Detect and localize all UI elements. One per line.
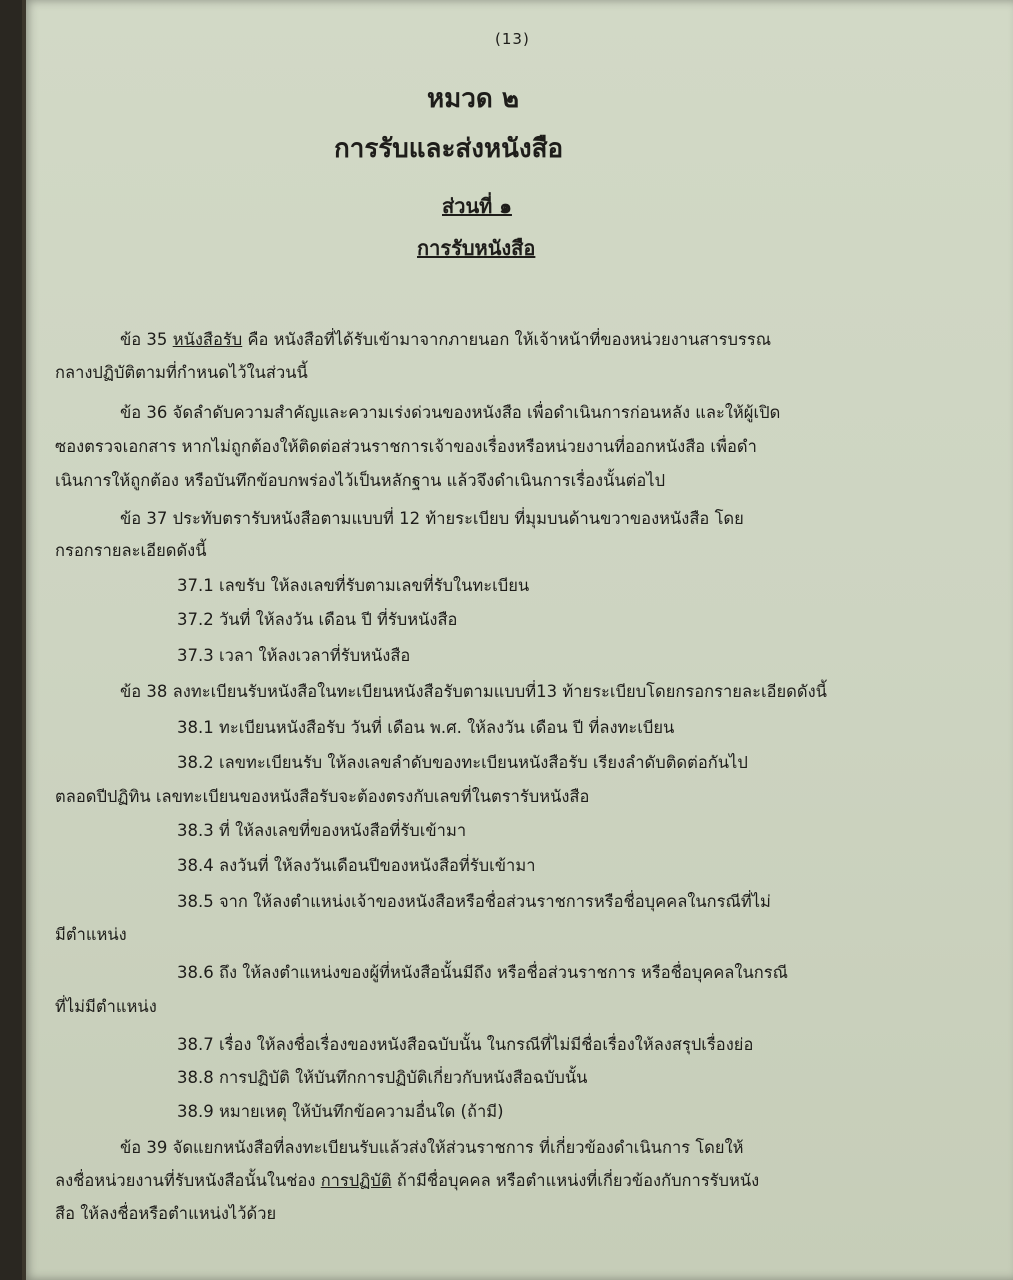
clause-38-8: 38.8 การปฏิบัติ ให้บันทึกการปฏิบัติเกี่ยวกับหนังสือฉบับนั้น [177, 1068, 588, 1087]
clause-38-1: 38.1 ทะเบียนหนังสือรับ วันที่ เดือน พ.ศ. ให้ลงวัน เดือน ปี ที่ลงทะเบียน [177, 718, 675, 737]
document-page [22, 0, 1013, 1280]
clause-38-9: 38.9 หมายเหตุ ให้บันทึกข้อความอื่นใด (ถ้ามี) [177, 1102, 504, 1121]
chapter-heading: หมวด ๒ [427, 84, 519, 114]
clause-36-line-2: ซองตรวจเอกสาร หากไม่ถูกต้องให้ติดต่อส่วนราชการเจ้าของเรื่องหรือหน่วยงานที่ออกหนังสือ เพื่อดำ [55, 437, 757, 456]
clause-38-3: 38.3 ที่ ให้ลงเลขที่ของหนังสือที่รับเข้ามา [177, 821, 467, 840]
clause-39-line-2 [55, 1170, 759, 1192]
clause-38-4: 38.4 ลงวันที่ ให้ลงวันเดือนปีของหนังสือที่รับเข้ามา [177, 856, 536, 875]
clause-39-text-a: ลงชื่อหน่วยงานที่รับหนังสือนั้นในช่อง [55, 1171, 321, 1190]
clause-39-line-3: สือ ให้ลงชื่อหรือตำแหน่งไว้ด้วย [55, 1204, 277, 1223]
clause-39-line-1: ข้อ 39 จัดแยกหนังสือที่ลงทะเบียนรับแล้วส่งให้ส่วนราชการ ที่เกี่ยวข้องดำเนินการ โดยให้ [120, 1138, 744, 1157]
clause-37-2: 37.2 วันที่ ให้ลงวัน เดือน ปี ที่รับหนังสือ [177, 610, 458, 629]
binding-edge [22, 0, 26, 1280]
clause-37-line-2: กรอกรายละเอียดดังนี้ [55, 541, 207, 560]
page-number: (13) [495, 30, 530, 48]
clause-38-line-1: ข้อ 38 ลงทะเบียนรับหนังสือในทะเบียนหนังสือรับตามแบบที่13 ท้ายระเบียบโดยกรอกรายละเอียดดังนี้ [120, 682, 827, 701]
clause-37-3: 37.3 เวลา ให้ลงเวลาที่รับหนังสือ [177, 646, 411, 665]
clause-38-6-cont: ที่ไม่มีตำแหน่ง [55, 997, 157, 1016]
part-heading: ส่วนที่ ๑ [442, 194, 512, 218]
clause-38-6: 38.6 ถึง ให้ลงตำแหน่งของผู้ที่หนังสือนั้นมีถึง หรือชื่อส่วนราชการ หรือชื่อบุคคลในกรณี [177, 963, 788, 982]
clause-38-5: 38.5 จาก ให้ลงตำแหน่งเจ้าของหนังสือหรือชื่อส่วนราชการหรือชื่อบุคคลในกรณีที่ไม่ [177, 892, 771, 911]
term-action-column: การปฏิบัติ [320, 1171, 392, 1190]
clause-35-line-1 [120, 329, 771, 351]
clause-36-line-3: เนินการให้ถูกต้อง หรือบันทึกข้อบกพร่องไว้เป็นหลักฐาน แล้วจึงดำเนินการเรื่องนั้นต่อไป [55, 471, 666, 490]
clause-37-line-1: ข้อ 37 ประทับตรารับหนังสือตามแบบที่ 12 ท้ายระเบียบ ที่มุมบนด้านขวาของหนังสือ โดย [120, 509, 744, 528]
clause-38-7: 38.7 เรื่อง ให้ลงชื่อเรื่องของหนังสือฉบับนั้น ในกรณีที่ไม่มีชื่อเรื่องให้ลงสรุปเรื่องย่อ [177, 1035, 754, 1054]
clause-39-text-b: ถ้ามีชื่อบุคคล หรือตำแหน่งที่เกี่ยวข้องกับการรับหนัง [391, 1171, 760, 1190]
clause-38-5-cont: มีตำแหน่ง [55, 925, 127, 944]
clause-38-2: 38.2 เลขทะเบียนรับ ให้ลงเลขลำดับของทะเบียนหนังสือรับ เรียงลำดับติดต่อกันไป [177, 753, 748, 772]
part-title: การรับหนังสือ [417, 236, 536, 260]
clause-37-1: 37.1 เลขรับ ให้ลงเลขที่รับตามเลขที่รับในทะเบียน [177, 576, 530, 595]
clause-35-line-2: กลางปฏิบัติตามที่กำหนดไว้ในส่วนนี้ [55, 363, 308, 382]
clause-35-prefix: ข้อ 35 [120, 330, 173, 349]
term-received-letter: หนังสือรับ [172, 330, 243, 349]
clause-36-line-1: ข้อ 36 จัดลำดับความสำคัญและความเร่งด่วนของหนังสือ เพื่อดำเนินการก่อนหลัง และให้ผู้เปิด [120, 403, 781, 422]
clause-35-text: คือ หนังสือที่ได้รับเข้ามาจากภายนอก ให้เจ้าหน้าที่ของหน่วยงานสารบรรณ [242, 330, 772, 349]
clause-38-2-cont: ตลอดปีปฏิทิน เลขทะเบียนของหนังสือรับจะต้องตรงกับเลขที่ในตรารับหนังสือ [55, 787, 590, 806]
chapter-title: การรับและส่งหนังสือ [334, 134, 564, 164]
